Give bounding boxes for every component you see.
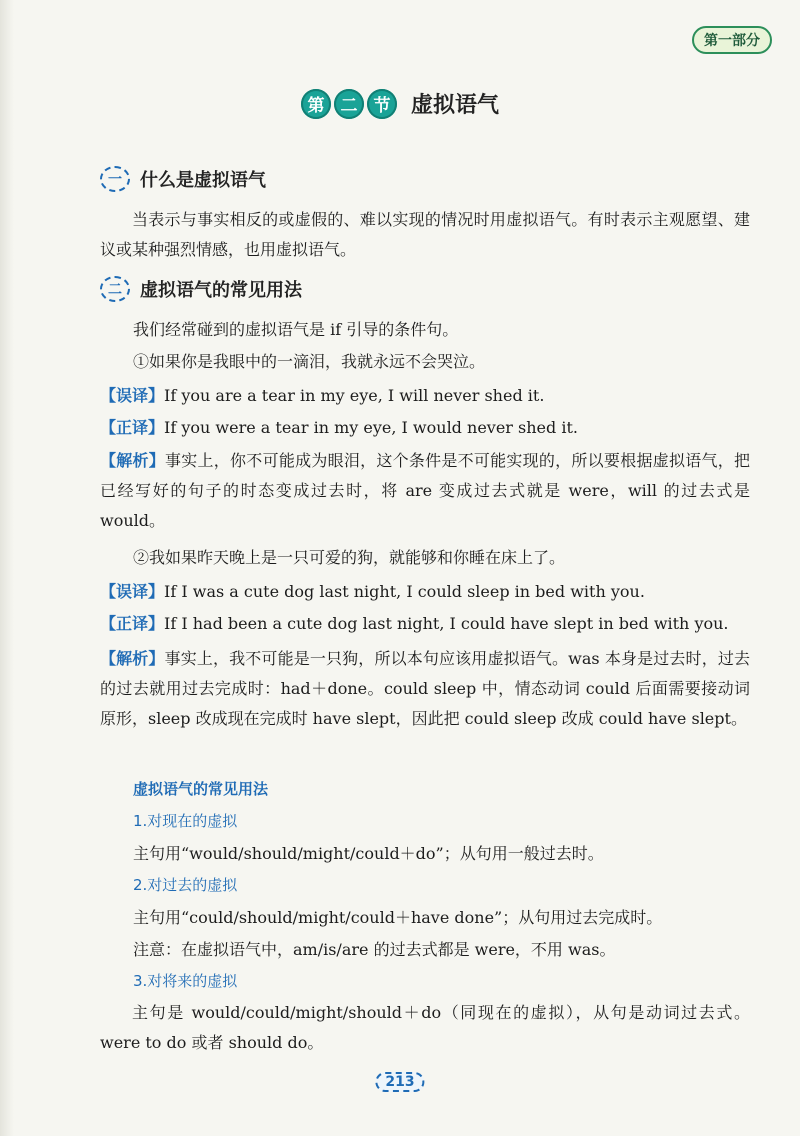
part-tab: 第一部分 bbox=[692, 26, 772, 54]
section-badge bbox=[301, 89, 397, 119]
future-heading: 3.对将来的虚拟 bbox=[133, 972, 238, 990]
heading-common-usage bbox=[100, 276, 302, 302]
present-heading: 1.对现在的虚拟 bbox=[133, 812, 238, 830]
right-text: If I had been a cute dog last night, I could have slept in bed with you. bbox=[164, 614, 729, 633]
analysis-text: 事实上，我不可能是一只狗，所以本句应该用虚拟语气。was 本身是过去时，过去的过去就用过去完成时：had＋done。could sleep 中，情态动词 could 后面需要接动词原形，sleep 改成现在完成时 have slept，因此把 could sleep 改成 could have slept。 bbox=[100, 649, 750, 728]
badge-char: 节 bbox=[367, 89, 397, 119]
badge-char: 第 bbox=[301, 89, 331, 119]
heading-what-is bbox=[100, 166, 266, 192]
right-translation bbox=[100, 612, 760, 636]
badge-char: 二 bbox=[334, 89, 364, 119]
analysis-text: 事实上，你不可能成为眼泪，这个条件是不可能实现的，所以要根据虚拟语气，把已经写好的句子的时态变成过去时，将 are 变成过去式就是 were，will 的过去式是 would。 bbox=[100, 451, 750, 530]
right-tag: 【正译】 bbox=[100, 614, 165, 633]
future-rule: 主句是 would/could/might/should＋do（同现在的虚拟），从句是动词过去式。were to do 或者 should do。 bbox=[100, 1003, 750, 1052]
past-heading: 2.对过去的虚拟 bbox=[133, 876, 238, 894]
page-number: 213 bbox=[375, 1072, 424, 1092]
example-sentence: ②我如果昨天晚上是一只可爱的狗，就能够和你睡在床上了。 bbox=[133, 548, 566, 567]
wrong-text: If you are a tear in my eye, I will never shed it. bbox=[164, 386, 545, 405]
present-rule: 主句用“would/should/might/could＋do”；从句用一般过去时。 bbox=[133, 844, 604, 863]
past-rule: 主句用“could/should/might/could＋have done”；从句用过去完成时。 bbox=[133, 908, 663, 927]
section-header bbox=[0, 88, 800, 119]
right-tag: 【正译】 bbox=[100, 418, 165, 437]
heading-text: 什么是虚拟语气 bbox=[140, 170, 266, 191]
intro-line: 我们经常碰到的虚拟语气是 if 引导的条件句。 bbox=[133, 320, 459, 339]
analysis-tag: 【解析】 bbox=[100, 451, 166, 470]
wrong-translation bbox=[100, 384, 760, 408]
number-circle-icon: 一 bbox=[100, 166, 130, 192]
right-text: If you were a tear in my eye, I would never shed it. bbox=[164, 418, 578, 437]
analysis-paragraph bbox=[100, 446, 750, 536]
wrong-tag: 【误译】 bbox=[100, 386, 165, 405]
heading-text: 虚拟语气的常见用法 bbox=[140, 280, 302, 301]
note-line: 注意：在虚拟语气中，am/is/are 的过去式都是 were，不用 was。 bbox=[133, 940, 616, 959]
wrong-tag: 【误译】 bbox=[100, 582, 165, 601]
wrong-translation bbox=[100, 580, 760, 604]
wrong-text: If I was a cute dog last night, I could sleep in bed with you. bbox=[164, 582, 645, 601]
example-sentence: ①如果你是我眼中的一滴泪，我就永远不会哭泣。 bbox=[133, 352, 486, 371]
usage-heading: 虚拟语气的常见用法 bbox=[133, 780, 269, 798]
analysis-tag: 【解析】 bbox=[100, 649, 165, 668]
number-circle-icon: 二 bbox=[100, 276, 130, 302]
page-binding-edge bbox=[0, 0, 14, 1136]
analysis-paragraph bbox=[100, 644, 750, 734]
right-translation bbox=[100, 416, 760, 440]
definition-paragraph: 当表示与事实相反的或虚假的、难以实现的情况时用虚拟语气。有时表示主观愿望、建议或某种强烈情感，也用虚拟语气。 bbox=[100, 210, 750, 259]
section-title: 虚拟语气 bbox=[410, 93, 499, 118]
